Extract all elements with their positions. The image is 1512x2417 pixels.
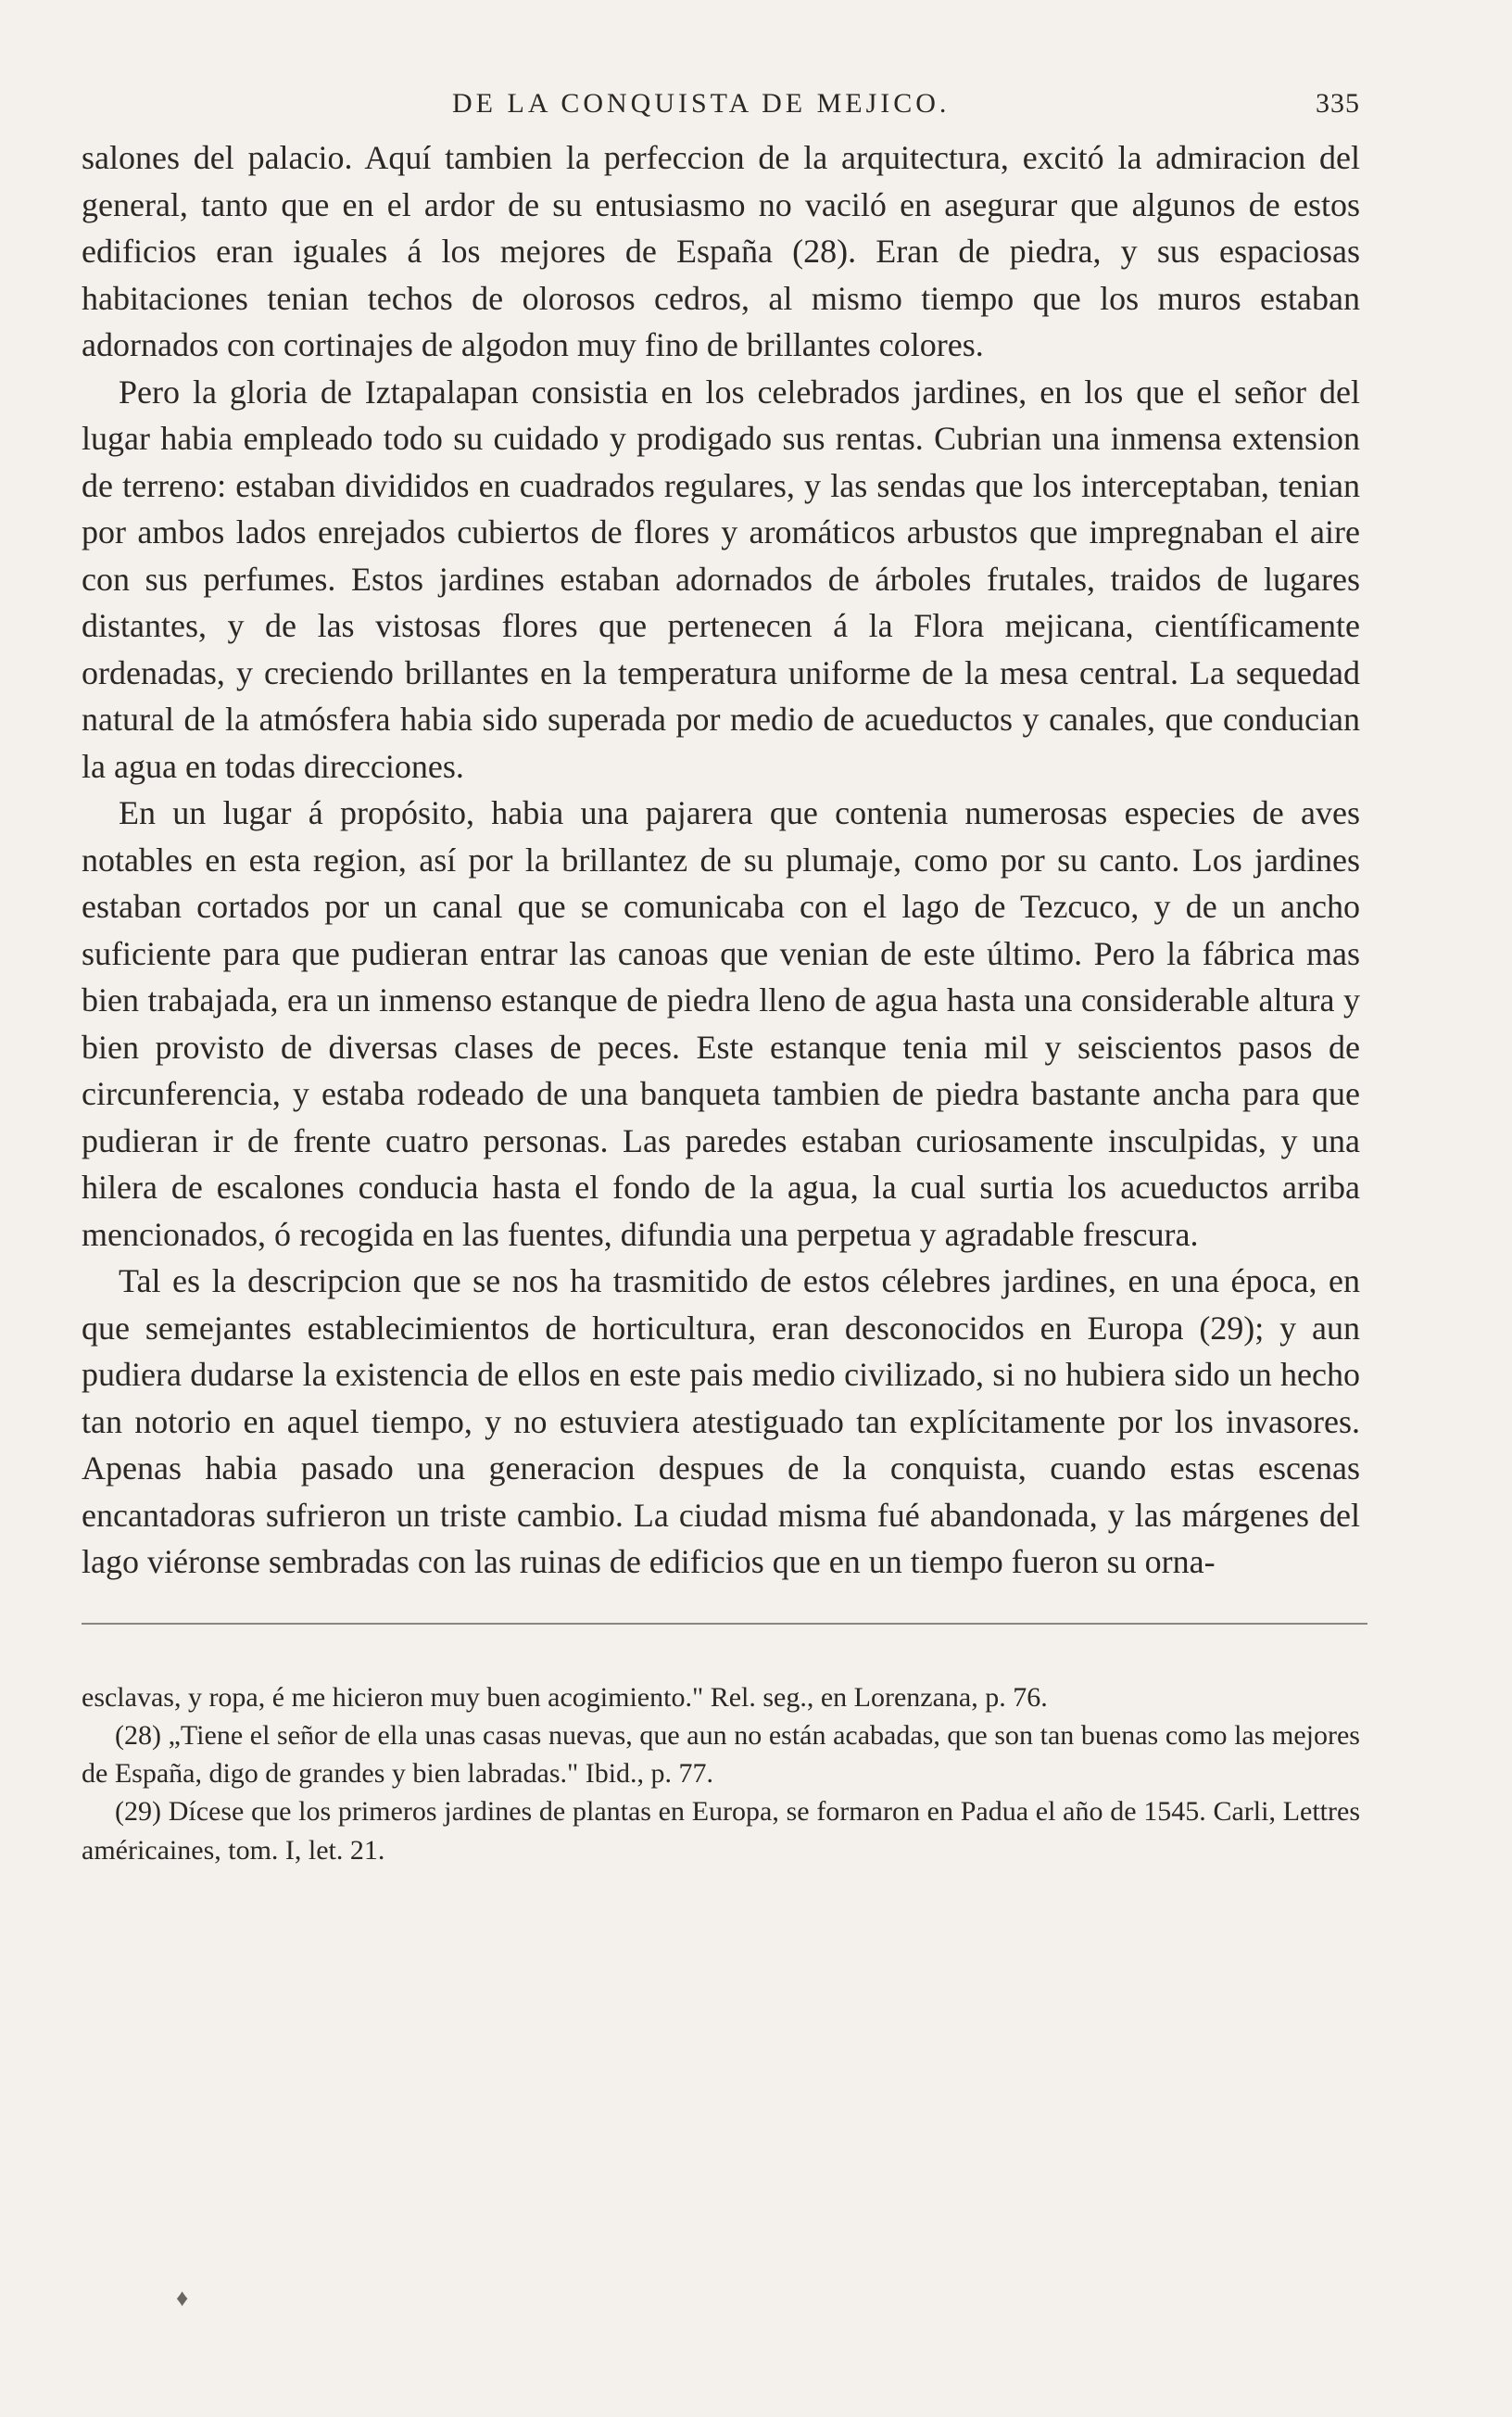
paragraph: Tal es la descripcion que se nos ha trasmitido de estos célebres jardines, en una época, en que semejantes establecimientos de horticultura, eran desconocidos en Europa (29); y aun pudiera dudarse la existencia de ellos en este pais medio civilizado, si no hubiera sido un hecho tan notorio en aquel tiempo, y no estuviera atestiguado tan explícitamente por los invasores. Apenas habia pasado una generacion despues de la conquista, cuando estas escenas encantadoras sufrieron un triste cambio. La ciudad misma fué abandonada, y las márgenes del lago viéronse sembradas con las ruinas de edificios que en un tiempo fueron su orna- <box>82 1262 1360 1580</box>
page-number: 335 <box>1316 88 1360 119</box>
paragraph: Pero la gloria de Iztapalapan consistia en los celebrados jardines, en los que el señor del lugar habia empleado todo su cuidado y prodigado sus rentas. Cubrian una inmensa extension de terreno: estaban divididos en cuadrados regulares, y las sendas que los interceptaban, tenian por ambos lados enrejados cubiertos de flores y aromáticos arbustos que impregnaban el aire con sus perfumes. Estos jardines estaban adornados de árboles frutales, traidos de lugares distantes, y de las vistosas flores que pertenecen á la Flora mejicana, científicamente ordenadas, y creciendo brillantes en la temperatura uniforme de la mesa central. La sequedad natural de la atmósfera habia sido superada por medio de acueductos y canales, que conducian la agua en todas direcciones. <box>82 373 1360 785</box>
footnote: esclavas, y ropa, é me hicieron muy buen acogimiento." Rel. seg., en Lorenzana, p. 76. <box>82 1681 1048 1713</box>
footnote-separator <box>82 1623 1367 1625</box>
paragraph: En un lugar á propósito, habia una pajarera que contenia numerosas especies de aves notables en esta region, así por la brillantez de su plumaje, como por su canto. Los jardines estaban cortados por un canal que se comunicaba con el lago de Tezcuco, y de un ancho suficiente para que pudieran entrar las canoas que venian de este último. Pero la fábrica mas bien trabajada, era un inmenso estanque de piedra lleno de agua hasta una considerable altura y bien provisto de diversas clases de peces. Este estanque tenia mil y seiscientos pasos de circunferencia, y estaba rodeado de una banqueta tambien de piedra bastante ancha para que pudieran ir de frente cuatro personas. Las paredes estaban curiosamente insculpidas, y una hilera de escalones conducia hasta el fondo de la agua, la cual surtia los acueductos arriba mencionados, ó recogida en las fuentes, difundia una perpetua y agradable frescura. <box>82 794 1360 1253</box>
footnotes <box>82 1678 1360 1869</box>
paragraph: salones del palacio. Aquí tambien la perfeccion de la arquitectura, excitó la admiracion del general, tanto que en el ardor de su entusiasmo no vaciló en asegurar que algunos de estos edificios eran iguales á los mejores de España (28). Eran de piedra, y sus espaciosas habitaciones tenian techos de olorosos cedros, al mismo tiempo que los muros estaban adornados con cortinajes de algodon muy fino de brillantes colores. <box>82 139 1360 363</box>
body-text <box>82 134 1360 1586</box>
running-title: DE LA CONQUISTA DE MEJICO. <box>452 88 951 119</box>
book-page <box>82 88 1360 1869</box>
footnote: (28) „Tiene el señor de ella unas casas nuevas, que aun no están acabadas, que son tan buenas como las mejores de España, digo de grandes y bien labradas." Ibid., p. 77. <box>82 1719 1360 1790</box>
footnote: (29) Dícese que los primeros jardines de plantas en Europa, se formaron en Padua el año de 1545. Carli, Lettres américaines, tom. I, let. 21. <box>82 1796 1360 1866</box>
ink-blot-mark: ♦ <box>176 2284 189 2311</box>
running-head <box>82 88 1360 133</box>
